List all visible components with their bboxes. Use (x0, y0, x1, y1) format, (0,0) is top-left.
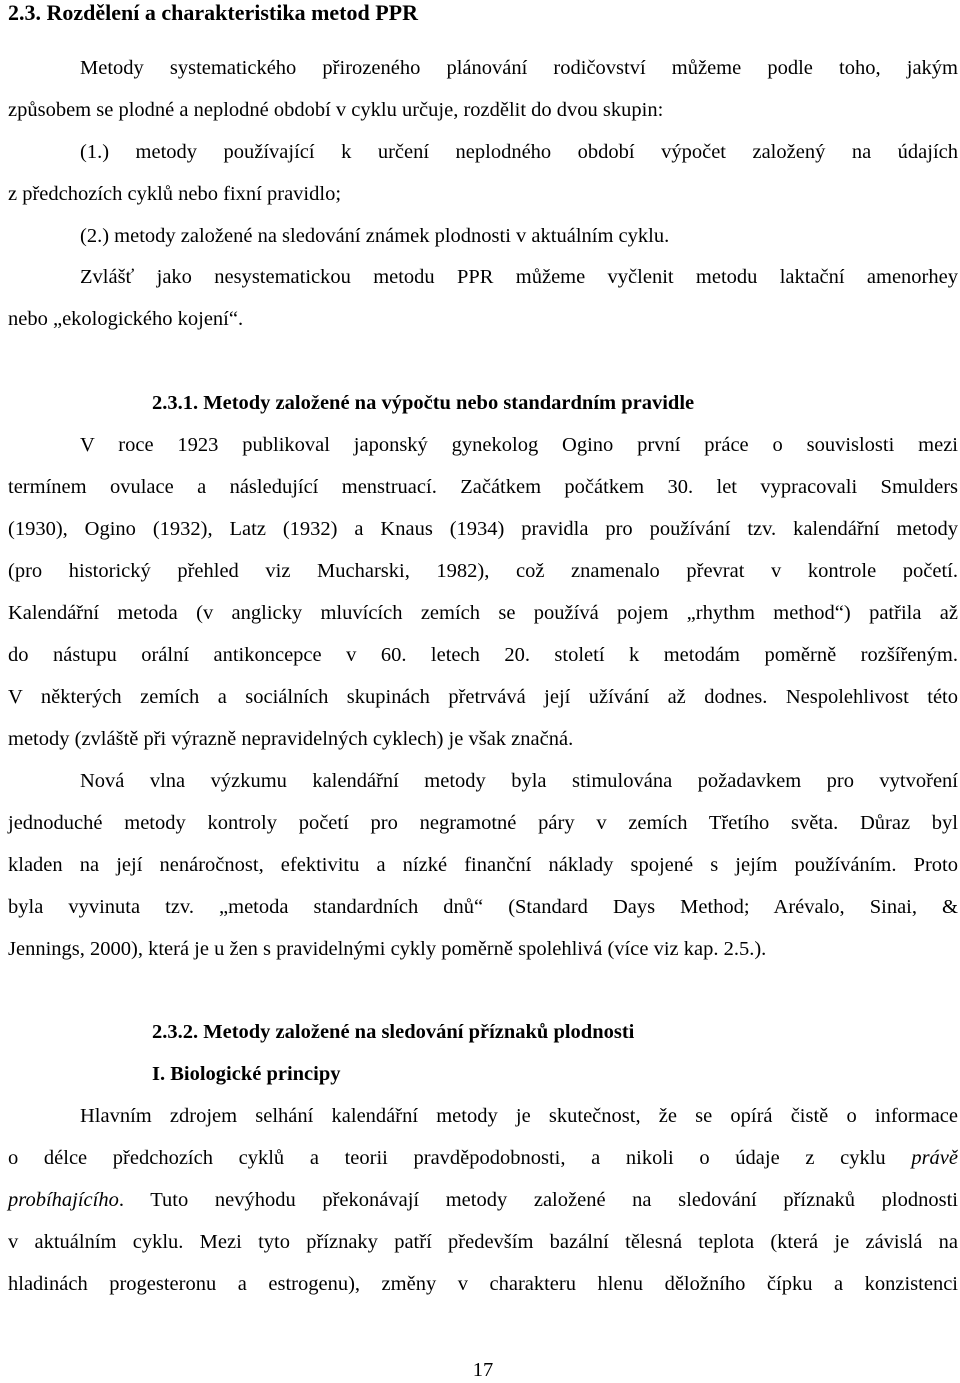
italic-text: probíhajícího (8, 1189, 119, 1211)
paragraph-line (8, 1145, 958, 1171)
subsection-heading: I. Biologické principy (152, 1063, 341, 1085)
paragraph-line: metody (zvláště při výrazně nepravidelných cyklech) je však značná. (8, 728, 574, 750)
paragraph-line: byla vyvinuta tzv. „metoda standardních dnů“ (Standard Days Method; Arévalo, Sinai, & (8, 896, 958, 918)
section-heading-2-3-2: 2.3.2. Metody založené na sledování příznaků plodnosti (152, 1021, 635, 1043)
intro-line-6: Zvlášť jako nesystematickou metodu PPR můžeme vyčlenit metodu laktační amenorhey (80, 266, 958, 288)
paragraph-line: v aktuálním cyklu. Mezi tyto příznaky patří především bazální tělesná teplota (která je závislá na (8, 1231, 958, 1253)
document-page (8, 0, 958, 1380)
paragraph-text: . Tuto nevýhodu překonávají metody založené na sledování příznaků plodnosti (118, 1189, 958, 1211)
paragraph-line: (pro historický přehled viz Mucharski, 1982), což znamenalo převrat v kontrole početí. (8, 560, 958, 582)
paragraph-line: V některých zemích a sociálních skupinách přetrvává její užívání až dodnes. Nespolehlivost této (8, 686, 958, 708)
paragraph-line: Kalendářní metoda (v anglicky mluvících zemích se používá pojem „rhythm method“) patřila až (8, 602, 958, 624)
paragraph-line: Nová vlna výzkumu kalendářní metody byla stimulována požadavkem pro vytvoření (80, 770, 958, 792)
paragraph-line: do nástupu orální antikoncepce v 60. letech 20. století k metodám poměrně rozšířeným. (8, 644, 958, 666)
page-number: 17 (472, 1359, 494, 1381)
paragraph-line (8, 1187, 958, 1213)
intro-line-5: (2.) metody založené na sledování známek plodnosti v aktuálním cyklu. (80, 225, 670, 247)
paragraph-text: o délce předchozích cyklů a teorii pravděpodobnosti, a nikoli o údaje z cyklu (8, 1147, 886, 1169)
paragraph-line: kladen na její nenáročnost, efektivitu a nízké finanční náklady spojené s jejím používáním. Proto (8, 854, 958, 876)
section-heading-2-3-1: 2.3.1. Metody založené na výpočtu nebo standardním pravidle (152, 392, 695, 414)
paragraph-line: Jennings, 2000), která je u žen s pravidelnými cykly poměrně spolehlivá (více viz kap. 2.5.). (8, 938, 767, 960)
paragraph-line: termínem ovulace a následující menstruací. Začátkem počátkem 30. let vypracovali Smulders (8, 476, 958, 498)
paragraph-line: hladinách progesteronu a estrogenu), změny v charakteru hlenu děložního čípku a konzistenci (8, 1273, 958, 1295)
intro-line-2: způsobem se plodné a neplodné období v cyklu určuje, rozdělit do dvou skupin: (8, 99, 664, 121)
intro-line-1: Metody systematického přirozeného plánování rodičovství můžeme podle toho, jakým (80, 57, 958, 79)
section-heading-2-3: 2.3. Rozdělení a charakteristika metod PPR (8, 0, 418, 25)
paragraph-line: Hlavním zdrojem selhání kalendářní metody je skutečnost, že se opírá čistě o informace (80, 1105, 958, 1127)
paragraph-line: jednoduché metody kontroly početí pro negramotné páry v zemích Třetího světa. Důraz byl (8, 812, 958, 834)
intro-line-7: nebo „ekologického kojení“. (8, 308, 244, 330)
paragraph-line: (1930), Ogino (1932), Latz (1932) a Knaus (1934) pravidla pro používání tzv. kalendářní metody (8, 518, 958, 540)
italic-text: právě (911, 1147, 958, 1169)
intro-line-4: z předchozích cyklů nebo fixní pravidlo; (8, 183, 342, 205)
intro-line-3: (1.) metody používající k určení neplodného období výpočet založený na údajích (80, 141, 958, 163)
paragraph-line: V roce 1923 publikoval japonský gynekolog Ogino první práce o souvislosti mezi (80, 434, 958, 456)
